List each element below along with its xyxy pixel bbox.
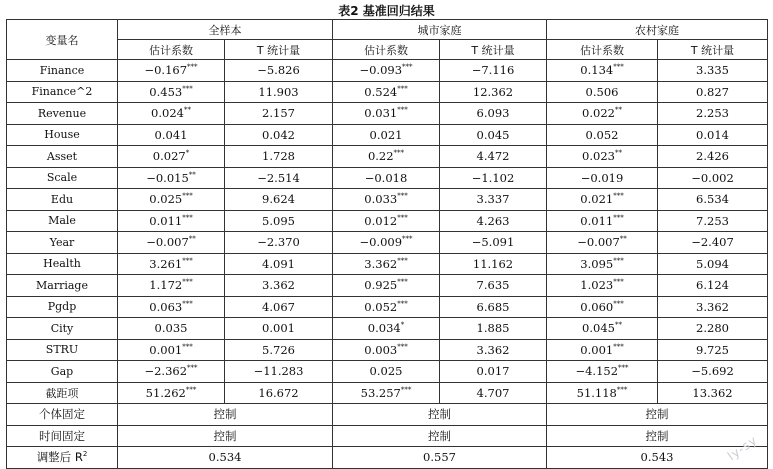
coefficient-value: 3.261 <box>149 256 183 271</box>
significance-stars: *** <box>397 106 408 115</box>
significance-stars: *** <box>397 256 408 265</box>
variable-name: Scale <box>7 167 118 189</box>
coefficient-cell <box>333 60 440 82</box>
significance-stars: *** <box>613 342 624 351</box>
coefficient-cell <box>547 81 658 103</box>
t-stat-cell: 2.280 <box>658 318 768 340</box>
significance-stars: *** <box>397 84 408 93</box>
coefficient-cell <box>333 382 440 404</box>
coefficient-cell <box>118 210 225 232</box>
significance-stars: *** <box>613 278 624 287</box>
table-row <box>7 232 768 254</box>
watermark: ly-sy <box>725 432 761 464</box>
t-stat-cell: 11.903 <box>225 81 333 103</box>
table-row <box>7 189 768 211</box>
t-stat-cell: 2.253 <box>658 103 768 125</box>
coefficient-cell <box>547 361 658 383</box>
t-stat-cell: 3.362 <box>440 339 547 361</box>
control-cell: 控制 <box>333 404 547 426</box>
table-row <box>7 382 768 404</box>
coefficient-value: 0.063 <box>149 299 183 314</box>
t-stat-cell: 6.534 <box>658 189 768 211</box>
t-stat-cell: 3.335 <box>658 60 768 82</box>
t-stat-cell: 7.253 <box>658 210 768 232</box>
t-stat-cell: 0.017 <box>440 361 547 383</box>
coefficient-cell <box>333 167 440 189</box>
coefficient-value: 0.011 <box>149 213 183 228</box>
significance-stars: *** <box>187 364 198 373</box>
coefficient-cell <box>118 81 225 103</box>
row-label: 时间固定 <box>7 425 118 447</box>
t-stat-cell: 0.001 <box>225 318 333 340</box>
significance-stars: *** <box>185 385 197 394</box>
table-title: 表2 基准回归结果 <box>338 4 435 18</box>
table-row <box>7 253 768 275</box>
t-stat-cell: −2.370 <box>225 232 333 254</box>
coefficient-cell <box>118 232 225 254</box>
significance-stars: *** <box>393 149 405 158</box>
table-row <box>7 103 768 125</box>
coefficient-value: 1.023 <box>580 278 614 293</box>
coefficient-cell <box>333 189 440 211</box>
coefficient-value: 0.031 <box>364 106 398 121</box>
coefficient-value: 0.027 <box>152 149 186 164</box>
table-row <box>7 81 768 103</box>
coefficient-cell <box>118 103 225 125</box>
significance-stars: *** <box>182 299 193 308</box>
coefficient-value: 0.453 <box>149 84 183 99</box>
table-row <box>7 361 768 383</box>
coefficient-cell <box>333 210 440 232</box>
row-label: 个体固定 <box>7 404 118 426</box>
variable-name: Revenue <box>7 103 118 125</box>
t-stat-cell: 4.707 <box>440 382 547 404</box>
coefficient-value: −0.019 <box>580 170 624 185</box>
coefficient-value: 0.023 <box>582 149 615 164</box>
coefficient-value: 0.022 <box>582 106 615 121</box>
coefficient-value: −0.167 <box>144 63 188 78</box>
t-stat-cell: 0.827 <box>658 81 768 103</box>
fixed-time-row <box>7 425 768 447</box>
t-stat-cell: 4.263 <box>440 210 547 232</box>
significance-stars: *** <box>182 192 193 201</box>
coefficient-value: −0.018 <box>364 170 408 185</box>
coefficient-value: 53.257 <box>360 385 401 400</box>
significance-stars: *** <box>182 278 193 287</box>
significance-stars: *** <box>397 213 408 222</box>
coefficient-value: 0.025 <box>149 192 183 207</box>
t-stat-header: T 统计量 <box>225 40 333 60</box>
t-stat-cell: −2.514 <box>225 167 333 189</box>
coefficient-cell <box>333 296 440 318</box>
significance-stars: *** <box>402 235 413 244</box>
t-stat-cell: 5.726 <box>225 339 333 361</box>
t-stat-cell: −0.002 <box>658 167 768 189</box>
coef-header: 估计系数 <box>547 40 658 60</box>
coefficient-value: 0.060 <box>580 299 614 314</box>
coefficient-cell <box>547 189 658 211</box>
coefficient-cell <box>333 103 440 125</box>
variable-name: Finance <box>7 60 118 82</box>
coefficient-cell <box>547 253 658 275</box>
significance-stars: *** <box>187 63 198 72</box>
t-stat-cell: 6.124 <box>658 275 768 297</box>
variable-name: Male <box>7 210 118 232</box>
coef-header: 估计系数 <box>118 40 225 60</box>
table-row <box>7 124 768 146</box>
significance-stars: ** <box>614 106 622 115</box>
t-stat-cell: 0.042 <box>225 124 333 146</box>
variable-name: Asset <box>7 146 118 168</box>
coefficient-value: 51.118 <box>576 385 617 400</box>
t-stat-cell: 2.157 <box>225 103 333 125</box>
significance-stars: ** <box>619 235 627 244</box>
t-stat-cell: −5.091 <box>440 232 547 254</box>
variable-name: City <box>7 318 118 340</box>
coefficient-cell <box>118 146 225 168</box>
t-stat-header: T 统计量 <box>440 40 547 60</box>
coefficient-cell <box>118 253 225 275</box>
coefficient-cell <box>547 146 658 168</box>
variable-name: Year <box>7 232 118 254</box>
coefficient-value: 0.134 <box>580 63 614 78</box>
r2-label: 调整后 R <box>36 450 83 465</box>
t-stat-cell: 12.362 <box>440 81 547 103</box>
coefficient-cell <box>118 60 225 82</box>
coefficient-cell <box>547 318 658 340</box>
coefficient-value: 0.011 <box>580 213 614 228</box>
t-stat-cell: 13.362 <box>658 382 768 404</box>
t-stat-cell: 9.624 <box>225 189 333 211</box>
coefficient-cell <box>118 382 225 404</box>
table-body <box>7 60 768 404</box>
coefficient-value: 0.524 <box>364 84 398 99</box>
t-stat-cell: 1.728 <box>225 146 333 168</box>
significance-stars: *** <box>182 84 193 93</box>
significance-stars: ** <box>614 321 622 330</box>
coefficient-value: 0.035 <box>154 321 188 336</box>
coefficient-cell <box>333 339 440 361</box>
variable-name: Marriage <box>7 275 118 297</box>
variable-name: 截距项 <box>7 382 118 404</box>
coefficient-value: 0.033 <box>364 192 398 207</box>
coefficient-cell <box>118 275 225 297</box>
table-row <box>7 296 768 318</box>
variable-name: Health <box>7 253 118 275</box>
coefficient-cell <box>118 339 225 361</box>
table-header <box>7 20 768 60</box>
coefficient-value: 0.021 <box>580 192 614 207</box>
significance-stars: * <box>400 321 405 330</box>
coefficient-value: −0.009 <box>359 235 403 250</box>
significance-stars: *** <box>402 63 413 72</box>
coefficient-value: −4.152 <box>575 364 619 379</box>
r2-value: 0.534 <box>118 447 333 469</box>
r2-superscript: 2 <box>82 450 88 459</box>
t-stat-cell: 1.885 <box>440 318 547 340</box>
adjusted-r2-row <box>7 447 768 469</box>
table-row <box>7 318 768 340</box>
t-stat-cell: 2.426 <box>658 146 768 168</box>
t-stat-cell: 5.094 <box>658 253 768 275</box>
significance-stars: *** <box>618 364 629 373</box>
significance-stars: *** <box>182 256 193 265</box>
table-row <box>7 275 768 297</box>
coefficient-cell <box>333 146 440 168</box>
row-label <box>7 447 118 469</box>
t-stat-cell: 9.725 <box>658 339 768 361</box>
significance-stars: ** <box>188 170 196 179</box>
t-stat-cell: −5.826 <box>225 60 333 82</box>
coefficient-cell <box>547 296 658 318</box>
t-stat-cell: 3.362 <box>658 296 768 318</box>
coefficient-value: −2.362 <box>144 364 188 379</box>
coefficient-value: 0.22 <box>367 149 394 164</box>
t-stat-cell: 4.472 <box>440 146 547 168</box>
table-row <box>7 60 768 82</box>
t-stat-cell: 3.362 <box>225 275 333 297</box>
t-stat-cell: −7.116 <box>440 60 547 82</box>
coefficient-value: 1.172 <box>149 278 183 293</box>
r2-value: 0.543 <box>547 447 768 469</box>
coefficient-value: 0.052 <box>364 299 398 314</box>
coefficient-cell <box>333 361 440 383</box>
variable-name: STRU <box>7 339 118 361</box>
regression-table <box>6 19 768 469</box>
coefficient-cell <box>547 103 658 125</box>
coefficient-cell <box>547 124 658 146</box>
coefficient-value: −0.015 <box>146 170 189 185</box>
t-stat-cell: 0.045 <box>440 124 547 146</box>
table-row <box>7 210 768 232</box>
group-header-urban: 城市家庭 <box>333 20 547 40</box>
coefficient-value: 51.262 <box>145 385 186 400</box>
coefficient-cell <box>118 296 225 318</box>
coefficient-value: 0.001 <box>149 342 183 357</box>
group-header-full: 全样本 <box>118 20 333 40</box>
coefficient-value: 0.052 <box>585 127 619 142</box>
coefficient-cell <box>333 232 440 254</box>
coefficient-value: 0.506 <box>585 84 619 99</box>
t-stat-cell: −11.283 <box>225 361 333 383</box>
coefficient-cell <box>118 167 225 189</box>
variable-name: Finance^2 <box>7 81 118 103</box>
var-name-header: 变量名 <box>7 20 118 60</box>
t-stat-cell: 4.091 <box>225 253 333 275</box>
t-stat-cell: 5.095 <box>225 210 333 232</box>
coefficient-cell <box>118 318 225 340</box>
t-stat-cell: 7.635 <box>440 275 547 297</box>
fixed-individual-row <box>7 404 768 426</box>
coefficient-value: 0.041 <box>154 127 188 142</box>
coefficient-value: 0.001 <box>580 342 614 357</box>
coefficient-cell <box>547 232 658 254</box>
coefficient-cell <box>547 60 658 82</box>
variable-name: Edu <box>7 189 118 211</box>
coef-header: 估计系数 <box>333 40 440 60</box>
significance-stars: ** <box>188 235 196 244</box>
coefficient-value: 3.362 <box>364 256 398 271</box>
significance-stars: * <box>185 149 190 158</box>
coefficient-cell <box>547 339 658 361</box>
coefficient-cell <box>333 253 440 275</box>
t-stat-cell: 0.014 <box>658 124 768 146</box>
control-cell: 控制 <box>547 425 768 447</box>
coefficient-value: 0.003 <box>364 342 398 357</box>
coefficient-value: 0.021 <box>369 127 403 142</box>
coefficient-cell <box>547 167 658 189</box>
significance-stars: *** <box>397 278 408 287</box>
t-stat-cell: −5.692 <box>658 361 768 383</box>
coefficient-cell <box>333 124 440 146</box>
t-stat-cell: 11.162 <box>440 253 547 275</box>
t-stat-cell: 6.685 <box>440 296 547 318</box>
significance-stars: *** <box>613 213 624 222</box>
significance-stars: *** <box>182 213 193 222</box>
coefficient-cell <box>118 189 225 211</box>
control-cell: 控制 <box>118 404 333 426</box>
coefficient-value: 0.925 <box>364 278 398 293</box>
significance-stars: *** <box>397 192 408 201</box>
coefficient-cell <box>547 382 658 404</box>
control-cell: 控制 <box>333 425 547 447</box>
significance-stars: *** <box>613 192 624 201</box>
significance-stars: ** <box>183 106 191 115</box>
coefficient-value: −0.093 <box>359 63 403 78</box>
significance-stars: *** <box>400 385 412 394</box>
coefficient-value: 0.012 <box>364 213 398 228</box>
t-stat-cell: −1.102 <box>440 167 547 189</box>
coefficient-value: −0.007 <box>146 235 189 250</box>
control-cell: 控制 <box>547 404 768 426</box>
t-stat-cell: −2.407 <box>658 232 768 254</box>
t-stat-header: T 统计量 <box>658 40 768 60</box>
t-stat-cell: 16.672 <box>225 382 333 404</box>
r2-value: 0.557 <box>333 447 547 469</box>
t-stat-cell: 3.337 <box>440 189 547 211</box>
variable-name: Pgdp <box>7 296 118 318</box>
coefficient-value: 3.095 <box>580 256 614 271</box>
significance-stars: ** <box>614 149 622 158</box>
coefficient-value: −0.007 <box>577 235 620 250</box>
coefficient-value: 0.024 <box>151 106 184 121</box>
significance-stars: *** <box>182 342 193 351</box>
coefficient-cell <box>333 275 440 297</box>
coefficient-value: 0.045 <box>582 321 615 336</box>
coefficient-cell <box>333 318 440 340</box>
significance-stars: *** <box>613 256 624 265</box>
significance-stars: *** <box>613 63 624 72</box>
significance-stars: *** <box>613 299 624 308</box>
significance-stars: *** <box>397 342 408 351</box>
control-cell: 控制 <box>118 425 333 447</box>
table-row <box>7 167 768 189</box>
coefficient-value: 0.034 <box>367 321 401 336</box>
t-stat-cell: 4.067 <box>225 296 333 318</box>
t-stat-cell: 6.093 <box>440 103 547 125</box>
coefficient-cell <box>547 210 658 232</box>
variable-name: House <box>7 124 118 146</box>
coefficient-cell <box>333 81 440 103</box>
significance-stars: *** <box>397 299 408 308</box>
coefficient-cell <box>118 124 225 146</box>
table-row <box>7 146 768 168</box>
significance-stars: *** <box>616 385 628 394</box>
coefficient-value: 0.025 <box>369 364 403 379</box>
group-header-rural: 农村家庭 <box>547 20 768 40</box>
coefficient-cell <box>547 275 658 297</box>
table-footer <box>7 404 768 469</box>
table-row <box>7 339 768 361</box>
coefficient-cell <box>118 361 225 383</box>
variable-name: Gap <box>7 361 118 383</box>
